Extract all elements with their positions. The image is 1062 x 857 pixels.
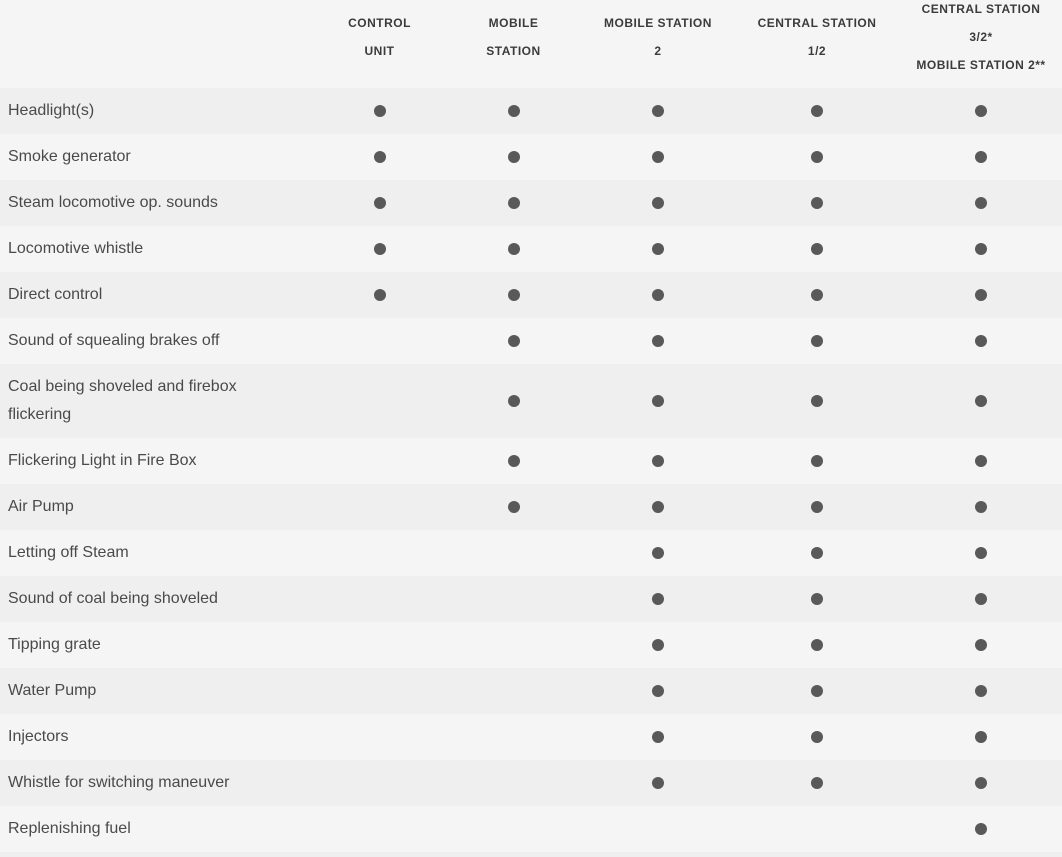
feature-cell	[445, 576, 582, 622]
feature-cell	[314, 272, 445, 318]
table-row	[0, 576, 1062, 622]
feature-cell	[734, 364, 900, 438]
partial-next-row	[0, 852, 1062, 857]
feature-cell	[314, 180, 445, 226]
dot-icon	[975, 823, 987, 835]
feature-cell	[314, 576, 445, 622]
row-label: Water Pump	[8, 682, 97, 699]
column-header-line: UNIT	[364, 44, 395, 58]
feature-cell	[582, 714, 734, 760]
column-header-line: MOBILE STATION	[604, 16, 712, 30]
row-label: Flickering Light in Fire Box	[8, 452, 197, 469]
column-header-line: CENTRAL STATION	[757, 16, 877, 30]
dot-icon	[652, 547, 664, 559]
dot-icon	[652, 151, 664, 163]
dot-icon	[374, 151, 386, 163]
feature-cell	[734, 226, 900, 272]
dot-icon	[975, 731, 987, 743]
feature-cell	[734, 180, 900, 226]
dot-icon	[811, 105, 823, 117]
feature-cell	[900, 484, 1062, 530]
feature-cell	[734, 622, 900, 668]
feature-cell	[314, 484, 445, 530]
feature-cell	[734, 668, 900, 714]
feature-cell	[900, 576, 1062, 622]
dot-icon	[975, 243, 987, 255]
dot-icon	[975, 501, 987, 513]
feature-cell	[445, 530, 582, 576]
feature-cell	[445, 272, 582, 318]
row-label: Air Pump	[8, 498, 74, 515]
feature-cell	[314, 668, 445, 714]
feature-cell	[314, 88, 445, 134]
column-header-line: 3/2*	[969, 30, 993, 44]
feature-cell	[582, 760, 734, 806]
table-row	[0, 622, 1062, 668]
feature-cell	[734, 318, 900, 364]
dot-icon	[975, 151, 987, 163]
dot-icon	[652, 395, 664, 407]
dot-icon	[811, 685, 823, 697]
dot-icon	[652, 501, 664, 513]
feature-cell	[900, 530, 1062, 576]
feature-cell	[582, 364, 734, 438]
feature-cell	[734, 760, 900, 806]
feature-cell	[445, 714, 582, 760]
dot-icon	[652, 455, 664, 467]
dot-icon	[975, 593, 987, 605]
feature-cell	[734, 806, 900, 852]
table-row	[0, 484, 1062, 530]
feature-cell	[314, 364, 445, 438]
feature-cell	[734, 272, 900, 318]
feature-cell	[314, 134, 445, 180]
feature-cell	[900, 226, 1062, 272]
feature-cell	[900, 806, 1062, 852]
feature-cell	[734, 88, 900, 134]
feature-cell	[445, 226, 582, 272]
feature-cell	[445, 88, 582, 134]
dot-icon	[652, 243, 664, 255]
dot-icon	[975, 395, 987, 407]
feature-cell	[445, 622, 582, 668]
row-label: Direct control	[8, 286, 103, 303]
dot-icon	[652, 777, 664, 789]
dot-icon	[975, 455, 987, 467]
dot-icon	[811, 547, 823, 559]
row-label: Coal being shoveled and firebox flickering	[8, 378, 237, 423]
feature-cell	[582, 530, 734, 576]
feature-cell	[445, 438, 582, 484]
row-label: Tipping grate	[8, 636, 101, 653]
dot-icon	[652, 289, 664, 301]
row-label: Smoke generator	[8, 148, 131, 165]
column-header-line: MOBILE STATION 2**	[916, 58, 1046, 72]
feature-cell	[582, 668, 734, 714]
table-row	[0, 272, 1062, 318]
dot-icon	[508, 197, 520, 209]
table-row	[0, 530, 1062, 576]
table-row	[0, 668, 1062, 714]
row-label: Headlight(s)	[8, 102, 95, 119]
feature-cell	[900, 668, 1062, 714]
row-label: Injectors	[8, 728, 69, 745]
column-header-line: CENTRAL STATION	[921, 2, 1041, 16]
column-header-line: 2	[654, 44, 662, 58]
table-row	[0, 180, 1062, 226]
feature-cell	[900, 134, 1062, 180]
column-header-line: 1/2	[807, 44, 827, 58]
dot-icon	[652, 335, 664, 347]
dot-icon	[652, 593, 664, 605]
feature-cell	[582, 484, 734, 530]
feature-cell	[314, 226, 445, 272]
feature-cell	[582, 180, 734, 226]
header-cell-mobile-station	[445, 0, 582, 74]
table-row	[0, 226, 1062, 272]
row-label: Locomotive whistle	[8, 240, 144, 257]
feature-cell	[734, 134, 900, 180]
row-label: Whistle for switching maneuver	[8, 774, 230, 791]
dot-icon	[374, 243, 386, 255]
feature-cell	[734, 714, 900, 760]
feature-cell	[582, 622, 734, 668]
header-cell-central-station-3-2-mobile-station-2	[900, 0, 1062, 74]
feature-cell	[900, 438, 1062, 484]
header-cell-control-unit	[314, 0, 445, 74]
feature-cell	[734, 576, 900, 622]
table-row	[0, 318, 1062, 364]
feature-cell	[734, 438, 900, 484]
table-row	[0, 134, 1062, 180]
feature-cell	[900, 714, 1062, 760]
row-label: Letting off Steam	[8, 544, 129, 561]
dot-icon	[374, 289, 386, 301]
dot-icon	[811, 289, 823, 301]
row-label: Steam locomotive op. sounds	[8, 194, 218, 211]
dot-icon	[811, 197, 823, 209]
column-header-line: CONTROL	[348, 16, 411, 30]
dot-icon	[652, 105, 664, 117]
dot-icon	[811, 501, 823, 513]
dot-icon	[811, 777, 823, 789]
dot-icon	[508, 289, 520, 301]
dot-icon	[652, 731, 664, 743]
feature-cell	[445, 806, 582, 852]
dot-icon	[975, 335, 987, 347]
dot-icon	[652, 197, 664, 209]
feature-cell	[445, 484, 582, 530]
table-header-row	[0, 0, 1062, 88]
table-row	[0, 364, 1062, 438]
dot-icon	[374, 105, 386, 117]
feature-cell	[314, 806, 445, 852]
dot-icon	[508, 105, 520, 117]
column-header-line: STATION	[486, 44, 541, 58]
dot-icon	[811, 639, 823, 651]
dot-icon	[374, 197, 386, 209]
feature-cell	[445, 180, 582, 226]
dot-icon	[652, 639, 664, 651]
dot-icon	[811, 593, 823, 605]
dot-icon	[508, 395, 520, 407]
table-row	[0, 438, 1062, 484]
dot-icon	[508, 243, 520, 255]
dot-icon	[811, 731, 823, 743]
dot-icon	[811, 335, 823, 347]
feature-cell	[900, 364, 1062, 438]
feature-cell	[445, 134, 582, 180]
feature-cell	[582, 88, 734, 134]
feature-cell	[445, 668, 582, 714]
feature-cell	[900, 318, 1062, 364]
feature-cell	[734, 484, 900, 530]
feature-cell	[582, 272, 734, 318]
feature-cell	[314, 530, 445, 576]
dot-icon	[975, 685, 987, 697]
feature-cell	[900, 88, 1062, 134]
dot-icon	[811, 243, 823, 255]
dot-icon	[975, 547, 987, 559]
table-row	[0, 88, 1062, 134]
feature-cell	[582, 576, 734, 622]
feature-cell	[582, 226, 734, 272]
feature-cell	[582, 438, 734, 484]
dot-icon	[975, 639, 987, 651]
feature-cell	[445, 760, 582, 806]
dot-icon	[811, 151, 823, 163]
dot-icon	[508, 455, 520, 467]
feature-cell	[900, 272, 1062, 318]
feature-cell	[734, 530, 900, 576]
feature-cell	[314, 714, 445, 760]
dot-icon	[508, 335, 520, 347]
feature-cell	[445, 318, 582, 364]
dot-icon	[811, 395, 823, 407]
dot-icon	[652, 685, 664, 697]
feature-cell	[900, 760, 1062, 806]
row-label: Replenishing fuel	[8, 820, 131, 837]
row-label: Sound of coal being shoveled	[8, 590, 218, 607]
dot-icon	[508, 501, 520, 513]
feature-cell	[582, 318, 734, 364]
column-header-line: MOBILE	[488, 16, 539, 30]
dot-icon	[975, 197, 987, 209]
feature-cell	[582, 134, 734, 180]
dot-icon	[975, 105, 987, 117]
header-cell-central-station-1-2	[734, 0, 900, 74]
feature-cell	[314, 760, 445, 806]
row-label: Sound of squealing brakes off	[8, 332, 220, 349]
table-row	[0, 714, 1062, 760]
header-cell-mobile-station-2	[582, 0, 734, 74]
feature-cell	[314, 318, 445, 364]
dot-icon	[811, 455, 823, 467]
table-row	[0, 760, 1062, 806]
feature-cell	[900, 180, 1062, 226]
header-cell-features-spacer	[0, 0, 314, 74]
dot-icon	[975, 777, 987, 789]
feature-cell	[445, 364, 582, 438]
feature-cell	[314, 622, 445, 668]
feature-cell	[582, 806, 734, 852]
dot-icon	[508, 151, 520, 163]
table-body	[0, 88, 1062, 852]
table-row	[0, 806, 1062, 852]
dot-icon	[975, 289, 987, 301]
feature-cell	[314, 438, 445, 484]
feature-cell	[900, 622, 1062, 668]
